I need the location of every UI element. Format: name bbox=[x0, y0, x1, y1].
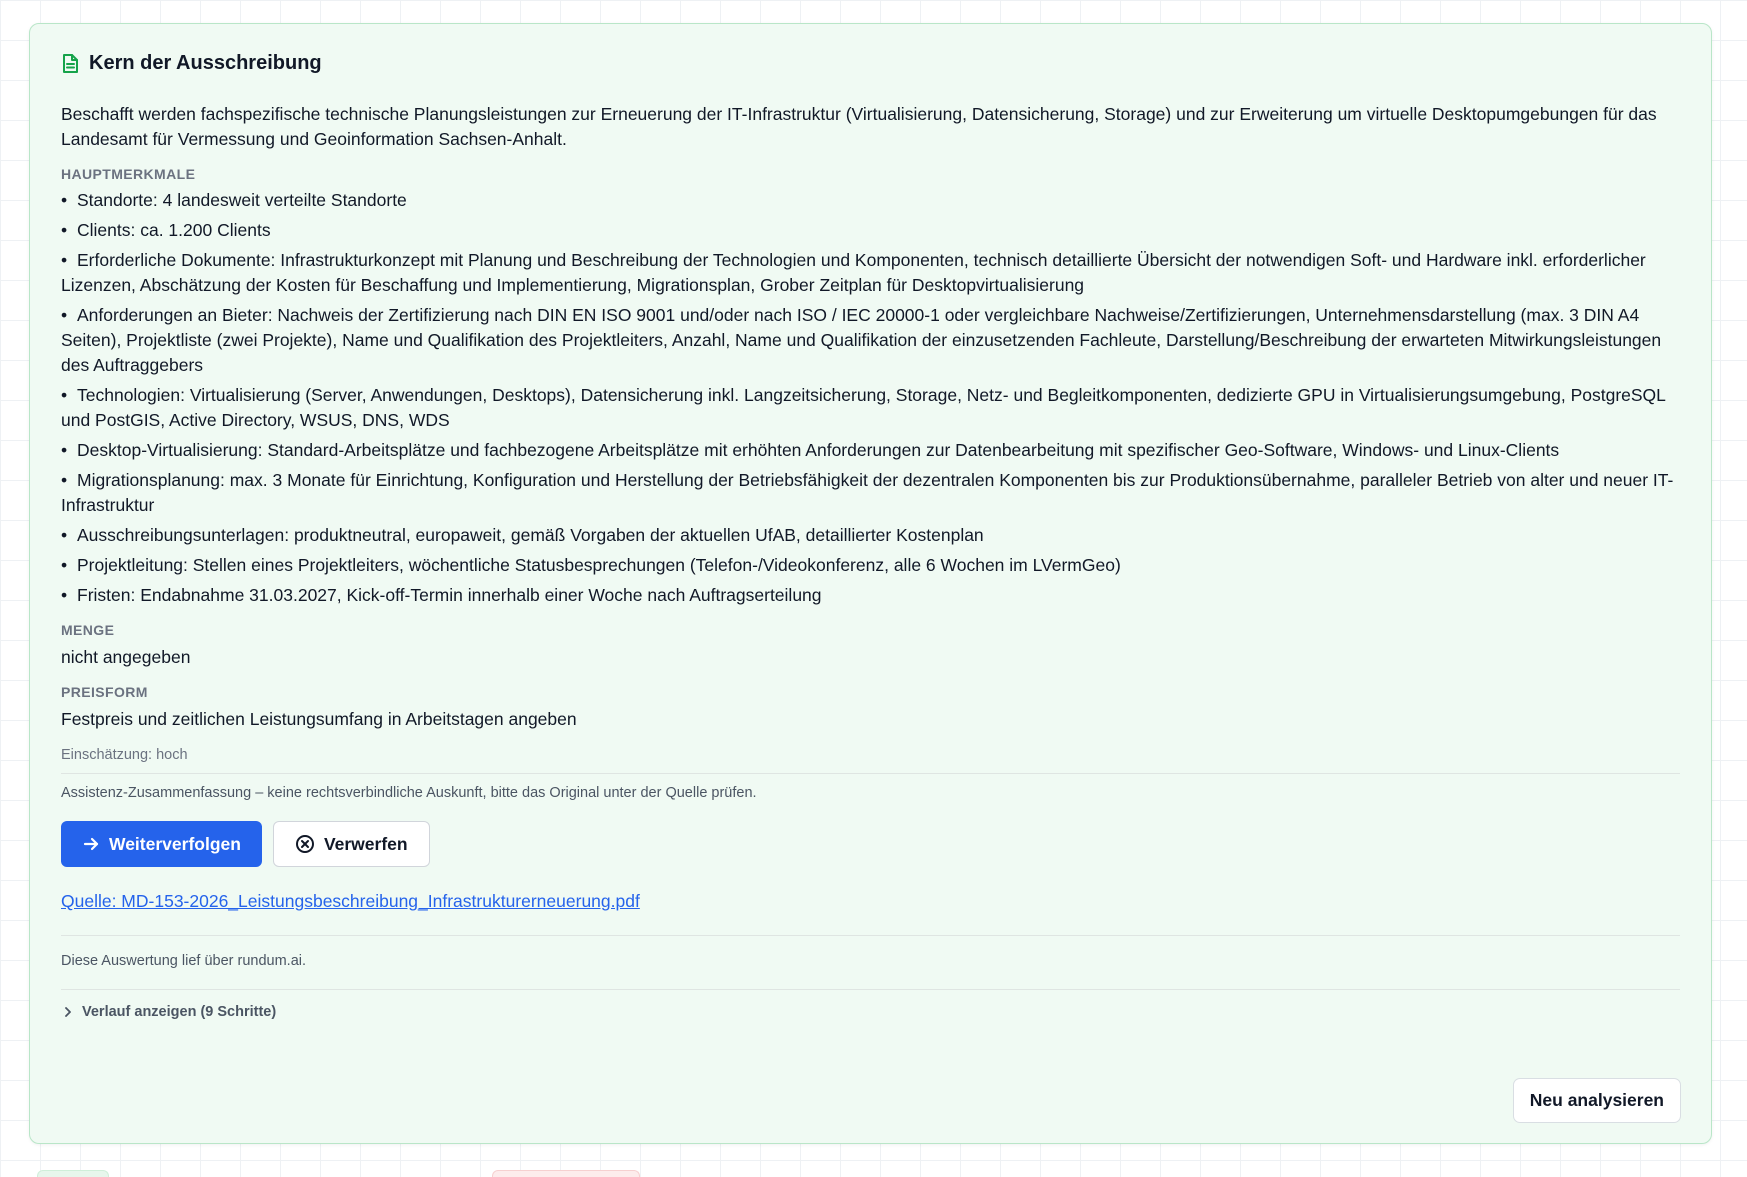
tender-summary-card bbox=[29, 23, 1712, 1144]
discard-button-label: Verwerfen bbox=[323, 833, 408, 854]
divider bbox=[61, 935, 1680, 936]
bullet-icon: • bbox=[61, 220, 68, 240]
bullet-icon: • bbox=[61, 190, 68, 210]
price-form-label: PREISFORM bbox=[61, 684, 148, 700]
bullet-icon: • bbox=[61, 440, 68, 460]
bullet-icon: • bbox=[61, 585, 68, 605]
list-item: • Anforderungen an Bieter: Nachweis der Zertifizierung nach DIN EN ISO 9001 und/oder nach ISO / IEC 20000-1 oder vergleichbare Nachweise/Zertifizierungen, Unternehmensdarstellung (max. 3 DIN A4 Seiten), Projektliste (zwei Projekte), Name und Qualifikation des Projektleiters, Anzahl, Name und Qualifikation der einzusetzenden Fachleute, Darstellung/Beschreibung der erwarteten Mitwirkungsleistungen des Auftraggebers bbox=[61, 305, 1662, 375]
arrow-right-icon bbox=[82, 835, 100, 853]
list-item: • Projektleitung: Stellen eines Projektleiters, wöchentliche Statusbesprechungen (Telefon-/Videokonferenz, alle 6 Wochen im LVermGeo) bbox=[61, 553, 1680, 578]
document-icon bbox=[61, 53, 80, 74]
bullet-icon: • bbox=[61, 470, 68, 490]
x-circle-icon bbox=[295, 834, 315, 854]
chevron-right-icon bbox=[61, 1005, 75, 1019]
source-row bbox=[61, 891, 1680, 912]
bullet-icon: • bbox=[61, 250, 68, 270]
list-item: • Standorte: 4 landesweit verteilte Standorte bbox=[61, 188, 1680, 213]
bullet-icon: • bbox=[61, 305, 68, 325]
list-item: • Fristen: Endabnahme 31.03.2027, Kick-off-Termin innerhalb einer Woche nach Auftragserteilung bbox=[61, 583, 1680, 608]
bullet-icon: • bbox=[61, 525, 68, 545]
divider bbox=[61, 989, 1680, 990]
quantity-label: MENGE bbox=[61, 622, 115, 638]
list-item: • Migrationsplanung: max. 3 Monate für Einrichtung, Konfiguration und Herstellung der Betriebsfähigkeit der dezentralen Komponenten bis zur Produktionsübernahme, paralleler Betrieb von alter und neuer IT-Infrastruktur bbox=[61, 470, 1674, 515]
reanalyze-button[interactable]: Neu analysieren bbox=[1513, 1078, 1681, 1123]
bullet-icon: • bbox=[61, 555, 68, 575]
list-item: • Technologien: Virtualisierung (Server, Anwendungen, Desktops), Datensicherung inkl. Langzeitsicherung, Storage, Netz- und Begleitkomponenten, dedizierte GPU in Virtualisierungsumgebung, PostgreSQL und PostGIS, Active Directory, WSUS, DNS, WDS bbox=[61, 385, 1666, 430]
features-label: HAUPTMERKMALE bbox=[61, 166, 196, 182]
pursue-button-label: Weiterverfolgen bbox=[109, 833, 241, 854]
list-item: • Desktop-Virtualisierung: Standard-Arbeitsplätze und fachbezogene Arbeitsplätze mit erhöhten Anforderungen zur Datenbearbeitung mit spezifischer Geo-Software, Windows- und Linux-Clients bbox=[61, 438, 1680, 463]
history-toggle[interactable] bbox=[61, 1004, 1680, 1020]
assessment-text: Einschätzung: hoch bbox=[61, 747, 188, 763]
list-item: • Clients: ca. 1.200 Clients bbox=[61, 218, 1680, 243]
divider bbox=[61, 773, 1680, 774]
bullet-icon: • bbox=[61, 385, 68, 405]
history-toggle-label: Verlauf anzeigen (9 Schritte) bbox=[82, 1004, 277, 1020]
list-item: • Ausschreibungsunterlagen: produktneutral, europaweit, gemäß Vorgaben der aktuellen UfAB, detaillierter Kostenplan bbox=[61, 523, 1680, 548]
discard-button[interactable] bbox=[273, 821, 430, 867]
quantity-value: nicht angegeben bbox=[61, 647, 191, 667]
card-title: Kern der Ausschreibung bbox=[89, 51, 322, 74]
list-item: • Erforderliche Dokumente: Infrastrukturkonzept mit Planung und Beschreibung der Technologien und Komponenten, technisch detaillierte Übersicht der notwendigen Soft- und Hardware inkl. erforderlicher Lizenzen, Abschätzung der Kosten für Beschaffung und Implementierung, Migrationsplan, Grober Zeitplan für Desktopvirtualisierung bbox=[61, 250, 1646, 295]
tender-summary-text: Beschafft werden fachspezifische technische Planungsleistungen zur Erneuerung der IT-Infrastruktur (Virtualisierung, Datensicherung, Storage) und zur Erweiterung um virtuelle Desktopumgebungen für das Landesamt für Vermessung und Geoinformation Sachsen-Anhalt. bbox=[61, 104, 1657, 149]
price-form-value: Festpreis und zeitlichen Leistungsumfang in Arbeitstagen angeben bbox=[61, 709, 577, 729]
features-list bbox=[61, 188, 1680, 608]
card-header bbox=[61, 50, 1680, 76]
source-link[interactable]: Quelle: MD-153-2026_Leistungsbeschreibung_Infrastrukturerneuerung.pdf bbox=[61, 891, 640, 911]
action-buttons bbox=[61, 821, 1680, 867]
pursue-button[interactable] bbox=[61, 821, 262, 867]
powered-by-text: Diese Auswertung lief über rundum.ai. bbox=[61, 953, 307, 969]
disclaimer-text: Assistenz-Zusammenfassung – keine rechtsverbindliche Auskunft, bitte das Original unter der Quelle prüfen. bbox=[61, 785, 757, 801]
